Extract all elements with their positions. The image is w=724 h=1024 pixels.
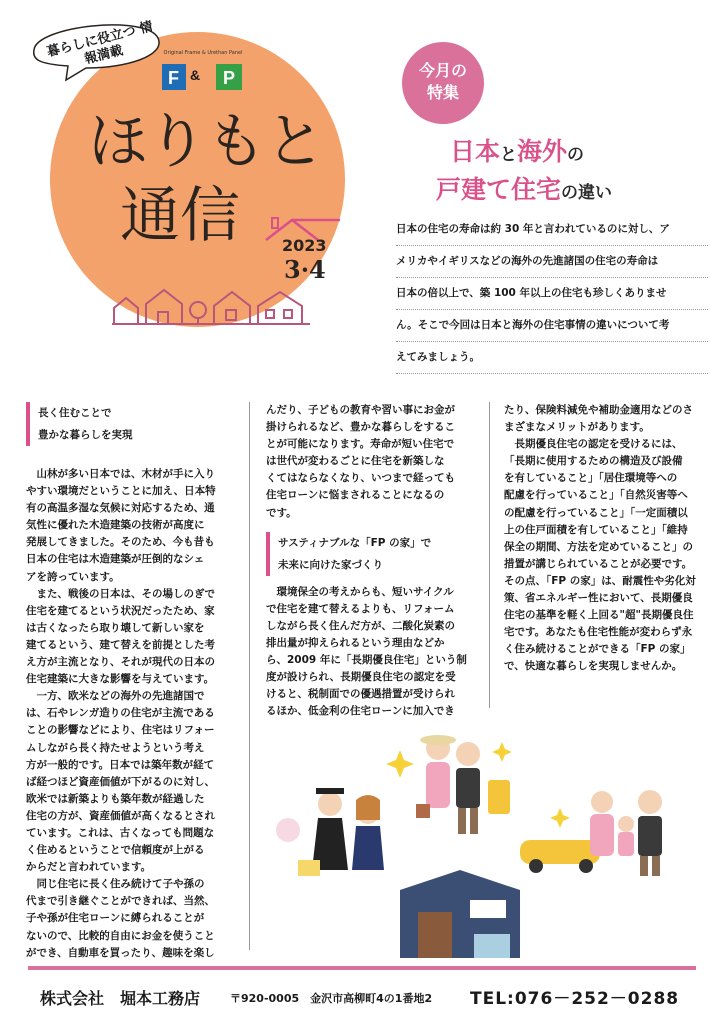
article-line: 一方、欧米などの海外の先進諸国で — [36, 690, 205, 703]
article-line: 排出量が抑えられるという理由などか — [266, 636, 445, 649]
article-line: え方が主流となり、それが現代の日本の — [26, 656, 215, 669]
section-heading-line: 長く住むことで — [38, 407, 112, 419]
article-line: とが可能になります。寿命が短い住宅で — [266, 438, 455, 451]
company-phone: TEL:076－252－0288 — [470, 989, 680, 1009]
column-divider — [249, 402, 250, 950]
feature-headline-line2 — [436, 170, 612, 206]
logo-caption: Original Frame & Urethan Panel — [163, 50, 243, 56]
article-line: で、快適な暮らしを実現しませんか。 — [504, 660, 683, 673]
feature-badge — [402, 42, 484, 124]
article-line: 建てるという、建て替えを前提とした考 — [26, 638, 215, 651]
headline-japan: 日本 — [450, 137, 501, 166]
article-line: 策、省エネルギー性において、長期優良 — [504, 592, 693, 605]
article-line: で住宅を建て替えるよりも、リフォーム — [266, 602, 455, 615]
article-line: 住宅の方が、資産価値が高くなるとされ — [26, 809, 215, 822]
article-line: 上の住戸面積を有していること」「維持 — [504, 523, 688, 536]
article-line: 方が一般的です。日本では築年数が経て — [26, 758, 215, 771]
issue-year: 2023 — [282, 236, 327, 255]
svg-text:P: P — [223, 68, 236, 88]
footer-divider — [28, 966, 696, 970]
feature-intro — [396, 214, 708, 374]
article-line: は、石やレンガ造りの住宅が主流である — [26, 707, 215, 720]
article-line: 措置が講じられていることが必要です。 — [504, 557, 693, 570]
article-line: アを誇っています。 — [26, 570, 120, 583]
headline-no: の — [567, 145, 585, 165]
article-line: 日本の住宅は木造建築が圧倒的なシェ — [26, 553, 205, 566]
article-line: を有していること」「居住環境等への — [504, 472, 678, 485]
article-line: 有の高温多湿な気候に対応するため、通 — [26, 502, 215, 515]
headline-overseas: 海外 — [517, 137, 568, 166]
section-heading-line: 豊かな暮らしを実現 — [38, 429, 133, 441]
article-line: ら、2009 年に「長期優良住宅」という制 — [266, 654, 467, 667]
article-line: く住み続けることができる「FP の家」 — [504, 643, 691, 656]
article-column-3 — [504, 402, 704, 676]
article-body — [26, 466, 234, 962]
article-line: んだり、子どもの教育や習い事にお金が — [266, 404, 455, 416]
article-line: るほか、低金利の住宅ローンに加入でき — [266, 705, 455, 718]
article-line: 長期優良住宅の認定を受けるには、 — [514, 438, 683, 451]
headline-detached-house: 戸建て住宅 — [436, 175, 562, 204]
section-heading-line: サスティナブルな「FP の家」で — [278, 536, 432, 549]
article-line: の配慮を行っていること」「一定面積以 — [504, 506, 688, 519]
column-divider — [489, 402, 490, 708]
article-line: く住めるということで信頼度が上がる — [26, 844, 205, 857]
article-body — [266, 584, 476, 721]
fp-logo — [160, 52, 246, 94]
article-line: です。 — [266, 506, 297, 519]
feature-headline-line1 — [450, 132, 584, 168]
article-line: また、戦後の日本は、その場しのぎで — [36, 587, 215, 600]
article-line: 「長期に使用するための構造及び設備 — [504, 455, 683, 468]
article-line: は世代が変わるごとに住宅を新築しな — [266, 455, 445, 468]
article-line: ができ、自動車を買ったり、趣味を楽し — [26, 946, 215, 959]
article-line: やすい環境だということに加え、日本特 — [26, 485, 216, 498]
article-line: たり、保険料減免や補助金適用などのさ — [504, 404, 693, 416]
article-line: 環境保全の考えからも、短いサイクル — [276, 585, 454, 598]
article-line: くてはならなくなり、いつまで経っても — [266, 472, 455, 485]
svg-text:&: & — [190, 67, 201, 83]
article-column-1 — [26, 402, 234, 962]
article-line: 発展してきました。そのため、今も昔も — [26, 536, 215, 549]
article-line: けると、税制面での優遇措置が受けられ — [266, 688, 455, 701]
svg-text:F: F — [168, 68, 179, 88]
article-line: その点、「FP の家」は、耐震性や劣化対 — [504, 574, 696, 587]
intro-line: えてみましょう。 — [396, 342, 708, 374]
article-line: 子や孫が住宅ローンに縛られることが — [26, 912, 205, 925]
article-line: からだと言われています。 — [26, 861, 152, 874]
section-heading — [26, 402, 234, 446]
intro-line: 日本の倍以上で、築 100 年以上の住宅も珍しくありませ — [396, 278, 708, 310]
intro-line: ん。そこで今回は日本と海外の住宅事情の違いについて考 — [396, 310, 708, 342]
section-heading-line: 未来に向けた家づくり — [278, 558, 383, 571]
headline-and: と — [500, 145, 518, 165]
badge-line1: 今月の — [418, 61, 467, 80]
article-line: 気性に優れた木造建築の技術が高度に — [26, 519, 205, 532]
article-line: ば経つほど資産価値が下がるのに対し、 — [26, 775, 215, 788]
article-column-2 — [266, 402, 476, 720]
article-line: ています。これは、古くなっても問題な — [26, 826, 215, 839]
article-line: しながら長く住んだ方が、二酸化炭素の — [266, 619, 455, 632]
article-body — [504, 402, 704, 676]
article-line: 住宅を建てるという状況だったため、家 — [26, 604, 215, 617]
article-line: 配慮を行っていること」「自然災害等へ — [504, 489, 688, 502]
page-title-line2: 通信 — [120, 181, 240, 251]
section-heading — [266, 532, 476, 576]
intro-line: メリカやイギリスなどの海外の先進諸国の住宅の寿命は — [396, 246, 708, 278]
article-body — [266, 402, 476, 522]
article-line: ムしながら長く持たせようという考え — [26, 741, 205, 754]
article-line: ないので、比較的自由にお金を使うこと — [26, 929, 215, 942]
article-line: 代まで引き継ぐことができれば、当然、 — [26, 895, 215, 908]
article-line: 同じ住宅に長く住み続けて子や孫の — [36, 878, 205, 891]
issue-number: 3·4 — [284, 255, 326, 284]
intro-line: 日本の住宅の寿命は約 30 年と言われているのに対し、ア — [396, 214, 708, 246]
article-line: ことの影響などにより、住宅はリフォー — [26, 724, 215, 737]
article-line: 住宅建築に大きな影響を与えています。 — [26, 673, 215, 686]
article-line: 住宅の基準を軽く上回る"超"長期優良住 — [504, 609, 694, 622]
article-line: 山林が多い日本では、木材が手に入り — [36, 468, 215, 480]
article-line: 住宅ローンに悩まされることになるの — [266, 489, 445, 502]
article-line: 掛けられるなど、豊かな暮らしをするこ — [266, 421, 455, 434]
tagline: 暮らしに役立つ 情報満載 — [45, 19, 155, 68]
company-name: 株式会社 堀本工務店 — [40, 989, 201, 1008]
family-illustration — [270, 720, 710, 960]
article-line: 欧米では新築よりも築年数が経過した — [26, 792, 205, 805]
article-line: 宅です。あなたも住宅性能が変わらず永 — [504, 626, 693, 639]
article-line: 度が設けられ、長期優良住宅の認定を受 — [266, 671, 456, 684]
page-title-line1: ほりもと — [88, 107, 324, 177]
houses-icon — [112, 286, 312, 326]
badge-line2: 特集 — [426, 83, 459, 102]
company-address: 〒920-0005 金沢市高柳町4の1番地2 — [230, 992, 433, 1005]
headline-difference: の違い — [561, 183, 613, 203]
article-line: 保全の期間、方法を定めていること」の — [504, 540, 693, 553]
article-line: まざまなメリットがあります。 — [504, 421, 650, 434]
article-line: は古くなったら取り壊して新しい家を — [26, 621, 205, 634]
